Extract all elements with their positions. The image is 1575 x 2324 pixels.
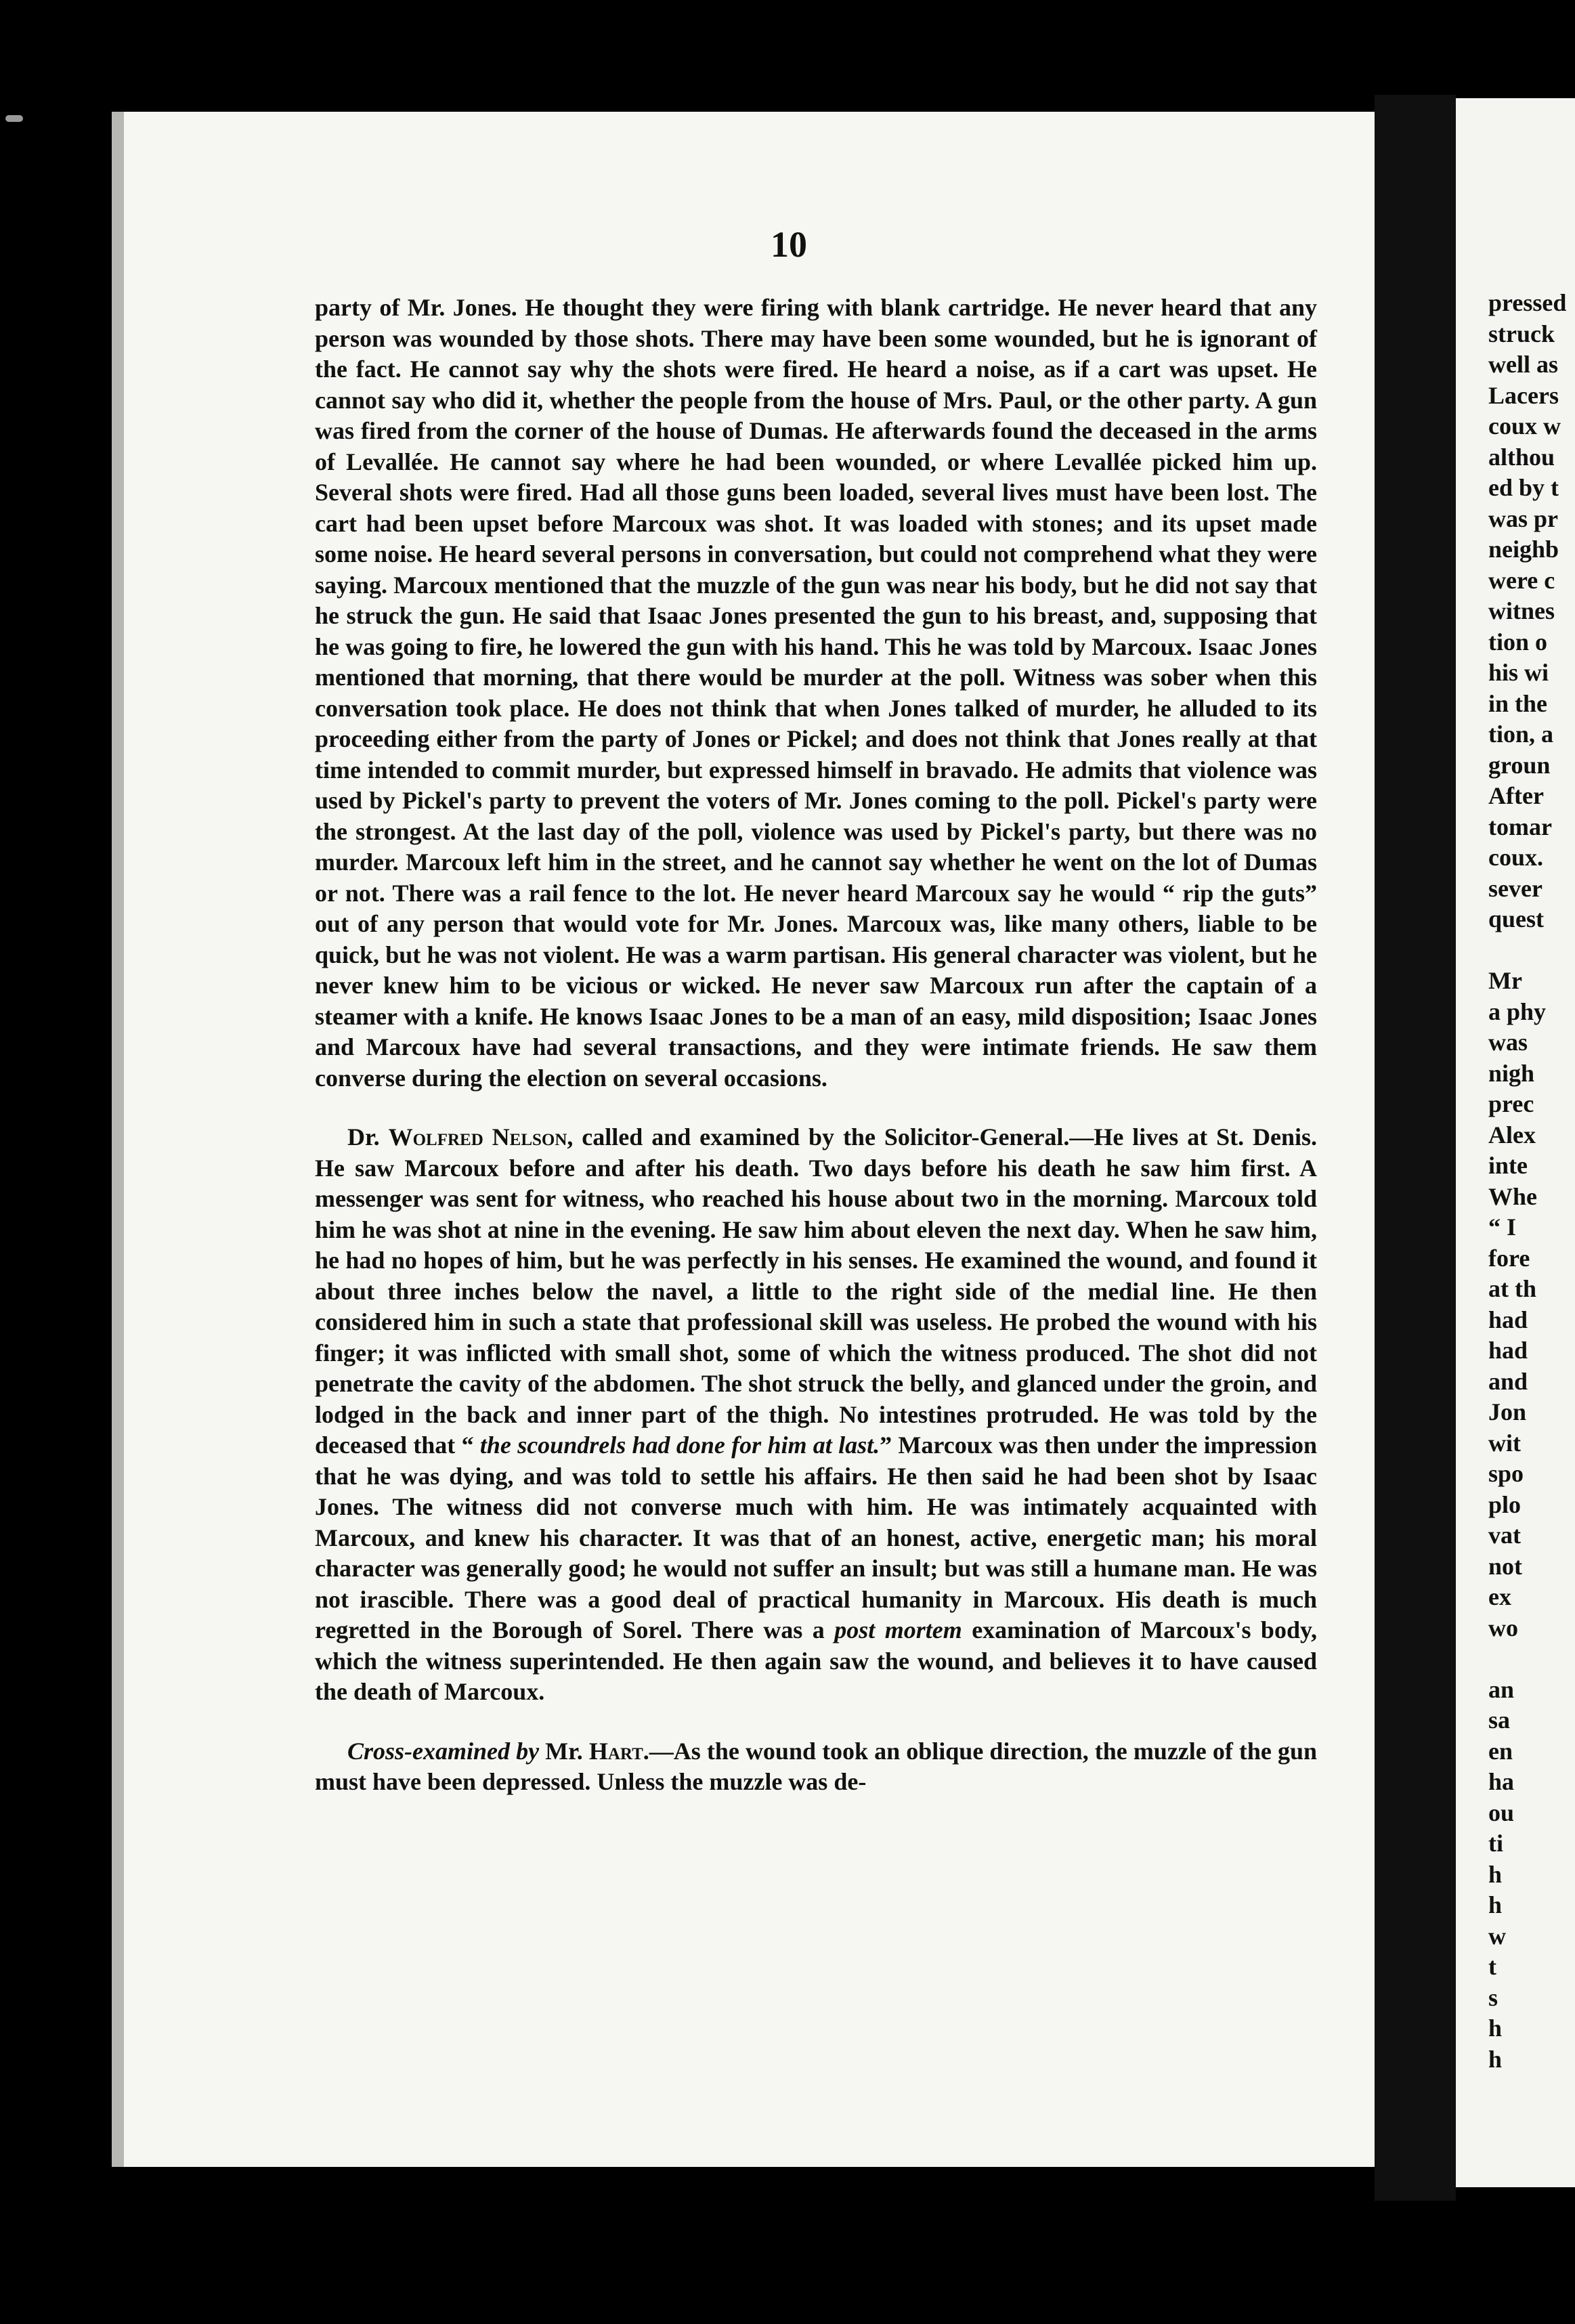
page-number: 10 — [771, 224, 807, 265]
testimony-text-b: ” Marcoux was then under the impression that he was dying, and was told to settle his affairs. He then said he had been shot by Isaac Jones. The witness did not converse much with him. He was intimately acquainted with Marcoux, and knew his character. It was that of an honest, active, energetic man; his moral character was generally good; he would not suffer an insult; but was still a humane man. He was not irascible. There was a good deal of practical humanity in Marcoux. His death is much regretted in the Borough of Sorel. There was a — [315, 1432, 1318, 1643]
facing-page-line: was pr — [1488, 504, 1559, 532]
facing-page-line: h — [1488, 2015, 1503, 2042]
facing-page-line: s — [1488, 1983, 1498, 2011]
facing-page-line: en — [1488, 1737, 1513, 1765]
facing-page-line: coux. — [1488, 844, 1543, 871]
facing-page-line: fore — [1488, 1244, 1530, 1272]
cross-examined-lead: Cross-examined by — [347, 1737, 540, 1765]
facing-page-line: Mr — [1488, 967, 1522, 994]
facing-page-line: althou — [1488, 443, 1555, 471]
facing-page-line: was — [1488, 1029, 1528, 1056]
facing-page-line: After — [1488, 782, 1544, 809]
facing-page-line: tomar — [1488, 813, 1552, 840]
facing-page-line: Alex — [1488, 1121, 1536, 1148]
facing-page-line: prec — [1488, 1090, 1534, 1117]
cross-examination-paragraph — [315, 1736, 1317, 1798]
counsel-prefix: Mr. — [539, 1737, 589, 1765]
facing-page-line: h — [1488, 1860, 1503, 1888]
facing-page-line: plo — [1488, 1490, 1522, 1518]
facing-page-line: sa — [1488, 1706, 1511, 1734]
facing-page-line: ed by t — [1488, 474, 1559, 501]
facing-page-line: ou — [1488, 1799, 1515, 1826]
facing-page-line — [1488, 1643, 1575, 1675]
facing-page-line: had — [1488, 1337, 1528, 1364]
counsel-name: Hart — [588, 1737, 643, 1765]
facing-page-line: tion, a — [1488, 720, 1554, 748]
facing-page-line: in the — [1488, 689, 1548, 717]
facing-page-line: Whe — [1488, 1182, 1537, 1210]
page-text — [315, 293, 1317, 1798]
facing-page-line: Jon — [1488, 1398, 1527, 1425]
facing-page-text — [1488, 288, 1575, 2075]
facing-page-line: nigh — [1488, 1059, 1535, 1087]
facing-page-line: were c — [1488, 566, 1555, 594]
facing-page-line: ti — [1488, 1830, 1503, 1857]
book-gutter — [1375, 95, 1456, 2201]
facing-page-line: a phy — [1488, 997, 1547, 1025]
quoted-words: the scoundrels had done for him at last. — [479, 1432, 880, 1459]
facing-page-line: witnes — [1488, 597, 1555, 624]
facing-page-line: coux w — [1488, 412, 1561, 439]
facing-page-line: “ I — [1488, 1213, 1517, 1241]
facing-page-line: tion o — [1488, 628, 1548, 655]
facing-page-line: his wi — [1488, 659, 1549, 686]
title-prefix: Dr. — [347, 1123, 389, 1150]
facing-page-line: h — [1488, 1891, 1503, 1918]
facing-page-line: struck — [1488, 320, 1555, 347]
facing-page-line: vat — [1488, 1522, 1521, 1549]
facing-page-line: h — [1488, 2045, 1503, 2073]
facing-page-line: had — [1488, 1306, 1528, 1333]
facing-page-line: neighb — [1488, 536, 1559, 563]
facing-page-line: pressed — [1488, 289, 1567, 316]
facing-page-line: at th — [1488, 1275, 1536, 1302]
facing-page-line: sever — [1488, 874, 1542, 902]
facing-page-line: well as — [1488, 351, 1558, 378]
facing-page-line: spo — [1488, 1460, 1524, 1487]
facing-page-line: inte — [1488, 1152, 1528, 1179]
scan-edge-mark — [5, 115, 23, 122]
testimony-text-a: , called and examined by the Solicitor-General.—He lives at St. Denis. He saw Marcoux before and after his death. Two days before his death he saw him first. A messenger was sent for witness, who reached his house about two in the morning. Marcoux told him he was shot at nine in the evening. He saw him about eleven the next day. When he saw him, he had no hopes of him, but he was perfectly in his senses. He examined the wound, and found it about three inches below the navel, a little to the right side of the medial line. He then considered him in such a state that professional skill was useless. He probed the wound with his finger; it was inflicted with small shot, some of which the witness produced. The shot did not penetrate the cavity of the abdomen. The shot struck the belly, and glanced under the groin, and lodged in the back and inner part of the thigh. No intestines protruded. He was told by the deceased that “ — [315, 1123, 1317, 1459]
facing-page-line: Lacers — [1488, 381, 1559, 409]
cross-examination-text: .—As the wound took an oblique direction, the muzzle of the gun must have been depressed. Unless the muzzle was de- — [315, 1737, 1318, 1795]
facing-page-line: an — [1488, 1675, 1515, 1703]
facing-page-line: and — [1488, 1367, 1528, 1395]
facing-page-line: groun — [1488, 751, 1551, 779]
facing-page-line: not — [1488, 1552, 1523, 1580]
facing-page-line: t — [1488, 1953, 1496, 1980]
testimony-text-c: examination of Marcoux's body, which the witness superintended. He then again saw the wound, and believes it to have caused the death of Marcoux. — [315, 1616, 1317, 1705]
post-mortem-term: post mortem — [834, 1616, 962, 1643]
facing-page-line — [1488, 935, 1575, 966]
witness-name: Wolfred Nelson — [388, 1123, 567, 1150]
facing-page-line: quest — [1488, 905, 1545, 932]
facing-page-line: wit — [1488, 1429, 1521, 1457]
facing-page-line: wo — [1488, 1614, 1518, 1641]
testimony-paragraph-nelson — [315, 1122, 1317, 1708]
testimony-paragraph-1: party of Mr. Jones. He thought they were firing with blank cartridge. He never heard that any person was wounded by those shots. There may have been some wounded, but he is ignorant of the fact. He cannot say why the shots were fired. He heard a noise, as if a cart was upset. He cannot say who did it, whether the people from the house of Mrs. Paul, or the other party. A gun was fired from the corner of the house of Dumas. He afterwards found the deceased in the arms of Levallée. He cannot say where he had been wounded, or where Levallée picked him up. Several shots were fired. Had all those guns been loaded, several lives must have been lost. The cart had been upset before Marcoux was shot. It was loaded with stones; and its upset made some noise. He heard several persons in conversation, but could not comprehend what they were saying. Marcoux mentioned that the muzzle of the gun was near his body, but he did not say that he struck the gun. He said that Isaac Jones presented the gun to his breast, and, supposing that he was going to fire, he lowered the gun with his hand. This he was told by Marcoux. Isaac Jones mentioned that morning, that there would be murder at the poll. Witness was sober when this conversation took place. He does not think that when Jones talked of murder, he alluded to its proceeding either from the party of Jones or Pickel; and does not think that Jones really at that time intended to commit murder, but expressed himself in bravado. He admits that violence was used by Pickel's party to prevent the voters of Mr. Jones coming to the poll. Pickel's party were the strongest. At the last day of the poll, violence was used by Pickel's party, but there was no murder. Marcoux left him in the street, and he cannot say whether he went on the lot of Dumas or not. There was a rail fence to the lot. He never heard Marcoux say he would “ rip the guts” out of any person that would vote for Mr. Jones. Marcoux was, like many others, liable to be quick, but he was not violent. He was a warm partisan. His general character was violent, but he never knew him to be vicious or wicked. He never saw Marcoux run after the captain of a steamer with a knife. He knows Isaac Jones to be a man of an easy, mild disposition; Isaac Jones and Marcoux have had several transactions, and they were intimate friends. He saw them converse during the election on several occasions. — [315, 294, 1317, 1092]
facing-page-line: ex — [1488, 1583, 1511, 1610]
facing-page-line: w — [1488, 1922, 1506, 1950]
facing-page-line: ha — [1488, 1768, 1515, 1795]
